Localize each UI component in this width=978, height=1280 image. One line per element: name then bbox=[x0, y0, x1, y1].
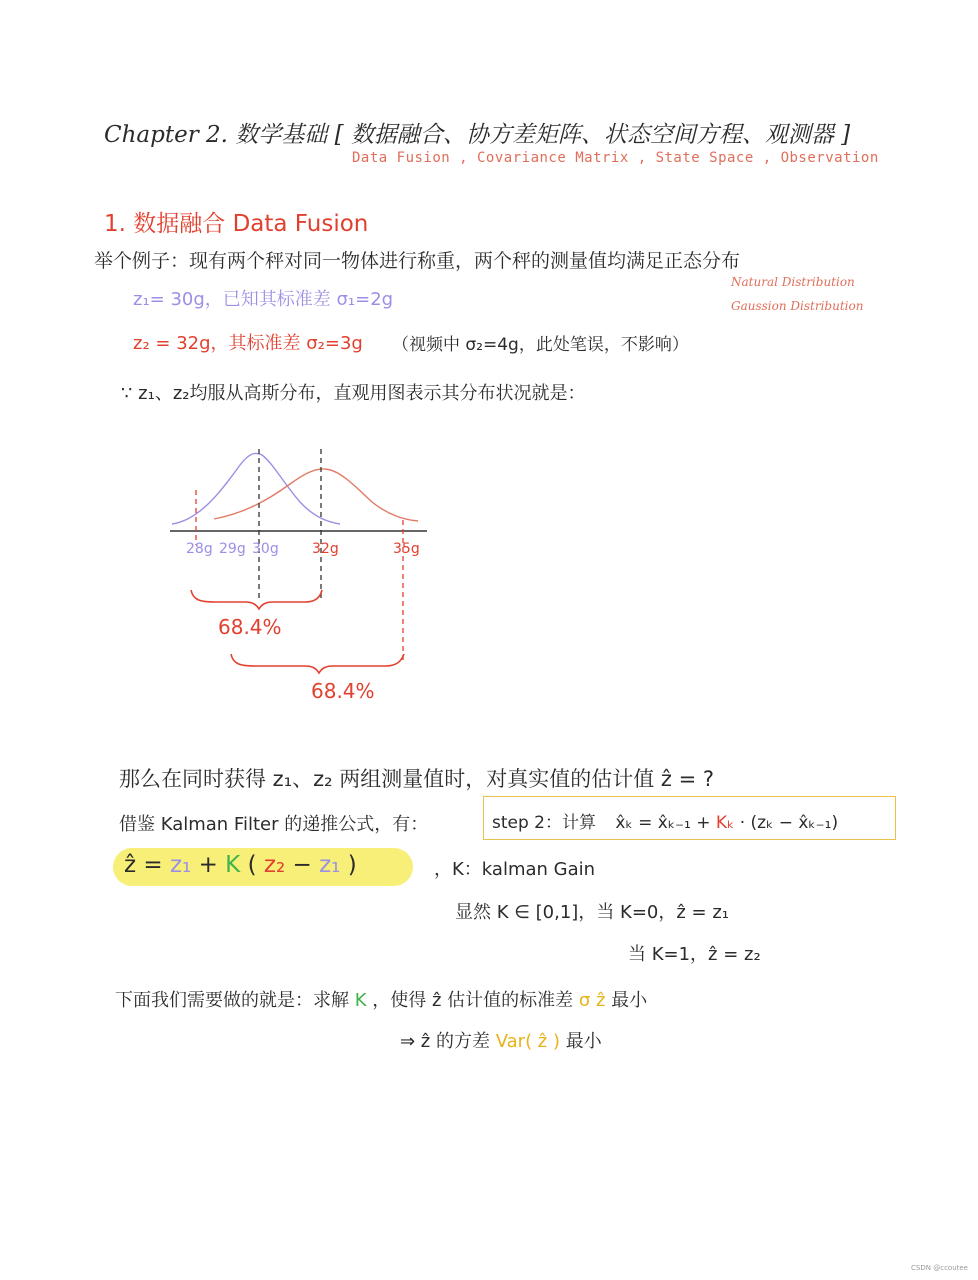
goal-suffix: 最小 bbox=[611, 990, 648, 1011]
step-k: Kₖ bbox=[715, 813, 735, 833]
purple-gaussian-curve bbox=[172, 453, 340, 524]
step-x-expr: x̂ₖ = x̂ₖ₋₁ + bbox=[615, 813, 711, 833]
variance-text bbox=[400, 1027, 602, 1053]
kalman-step-box bbox=[483, 796, 896, 840]
k-range-text: 显然 K ∈ [0,1]，当 K=0，ẑ = z₁ bbox=[455, 902, 730, 923]
formula-zhat: ẑ = bbox=[124, 852, 163, 878]
because-text: ∵ z₁、z₂均服从高斯分布，直观用图表示其分布状况就是： bbox=[121, 383, 586, 404]
var-expr: Var( ẑ ) bbox=[495, 1031, 561, 1052]
tick-28g: 28g bbox=[186, 541, 213, 557]
csdn-watermark: CSDN @ccoutee bbox=[911, 1264, 968, 1272]
percent-label-2: 68.4% bbox=[311, 679, 375, 703]
step-prefix: step 2：计算 bbox=[492, 813, 596, 833]
example-text: 举个例子：现有两个秤对同一物体进行称重，两个秤的测量值均满足正态分布 bbox=[94, 250, 741, 272]
natural-distribution-label: Natural Distribution bbox=[731, 275, 855, 289]
formula-plus: + bbox=[198, 852, 218, 878]
var-prefix: ⇒ ẑ 的方差 bbox=[400, 1031, 490, 1052]
formula-z1b: z₁ bbox=[319, 852, 341, 878]
k-one-text: 当 K=1，ẑ = z₂ bbox=[628, 944, 761, 965]
fusion-formula bbox=[124, 852, 357, 878]
brace-2 bbox=[231, 654, 404, 673]
brace-1 bbox=[191, 590, 322, 609]
z1-measurement: z₁= 30g，已知其标准差 σ₁=2g bbox=[133, 289, 394, 310]
chapter-subtitle: Data Fusion , Covariance Matrix , State Space , Observation bbox=[352, 150, 879, 166]
tick-30g: 30g bbox=[252, 541, 279, 557]
formula-k: K bbox=[225, 852, 241, 878]
formula-close-paren: ) bbox=[347, 852, 357, 878]
formula-z1: z₁ bbox=[169, 852, 192, 878]
chapter-title: Chapter 2. 数学基础 [ 数据融合、协方差矩阵、状态空间方程、观测器 ] bbox=[104, 122, 851, 148]
step-rest: · (zₖ − x̂ₖ₋₁) bbox=[739, 813, 839, 833]
goal-k: K bbox=[354, 990, 367, 1011]
formula-minus: − bbox=[292, 852, 312, 878]
z2-measurement: z₂ = 32g，其标准差 σ₂=3g bbox=[133, 333, 363, 354]
z2-note: （视频中 σ₂=4g，此处笔误，不影响） bbox=[392, 335, 689, 355]
goal-text bbox=[115, 986, 647, 1012]
tick-29g: 29g bbox=[219, 541, 246, 557]
question-text: 那么在同时获得 z₁、z₂ 两组测量值时，对真实值的估计值 ẑ = ? bbox=[119, 767, 715, 791]
gaussian-distribution-label: Gaussion Distribution bbox=[731, 299, 864, 313]
goal-prefix: 下面我们需要做的就是：求解 bbox=[115, 990, 349, 1011]
goal-sigma: σ ẑ bbox=[578, 990, 606, 1011]
percent-label-1: 68.4% bbox=[218, 615, 282, 639]
var-suffix: 最小 bbox=[565, 1031, 602, 1052]
reference-text: 借鉴 Kalman Filter 的递推公式，有： bbox=[119, 814, 429, 835]
formula-open-paren: ( bbox=[247, 852, 257, 878]
tick-32g: 32g bbox=[312, 541, 339, 557]
kalman-gain-label: ，K：kalman Gain bbox=[434, 859, 596, 880]
goal-mid: ，使得 ẑ 估计值的标准差 bbox=[372, 990, 574, 1011]
red-gaussian-curve bbox=[214, 469, 418, 521]
tick-35g: 35g bbox=[393, 541, 420, 557]
formula-z2: z₂ bbox=[263, 852, 286, 878]
section-title: 1. 数据融合 Data Fusion bbox=[104, 211, 369, 237]
